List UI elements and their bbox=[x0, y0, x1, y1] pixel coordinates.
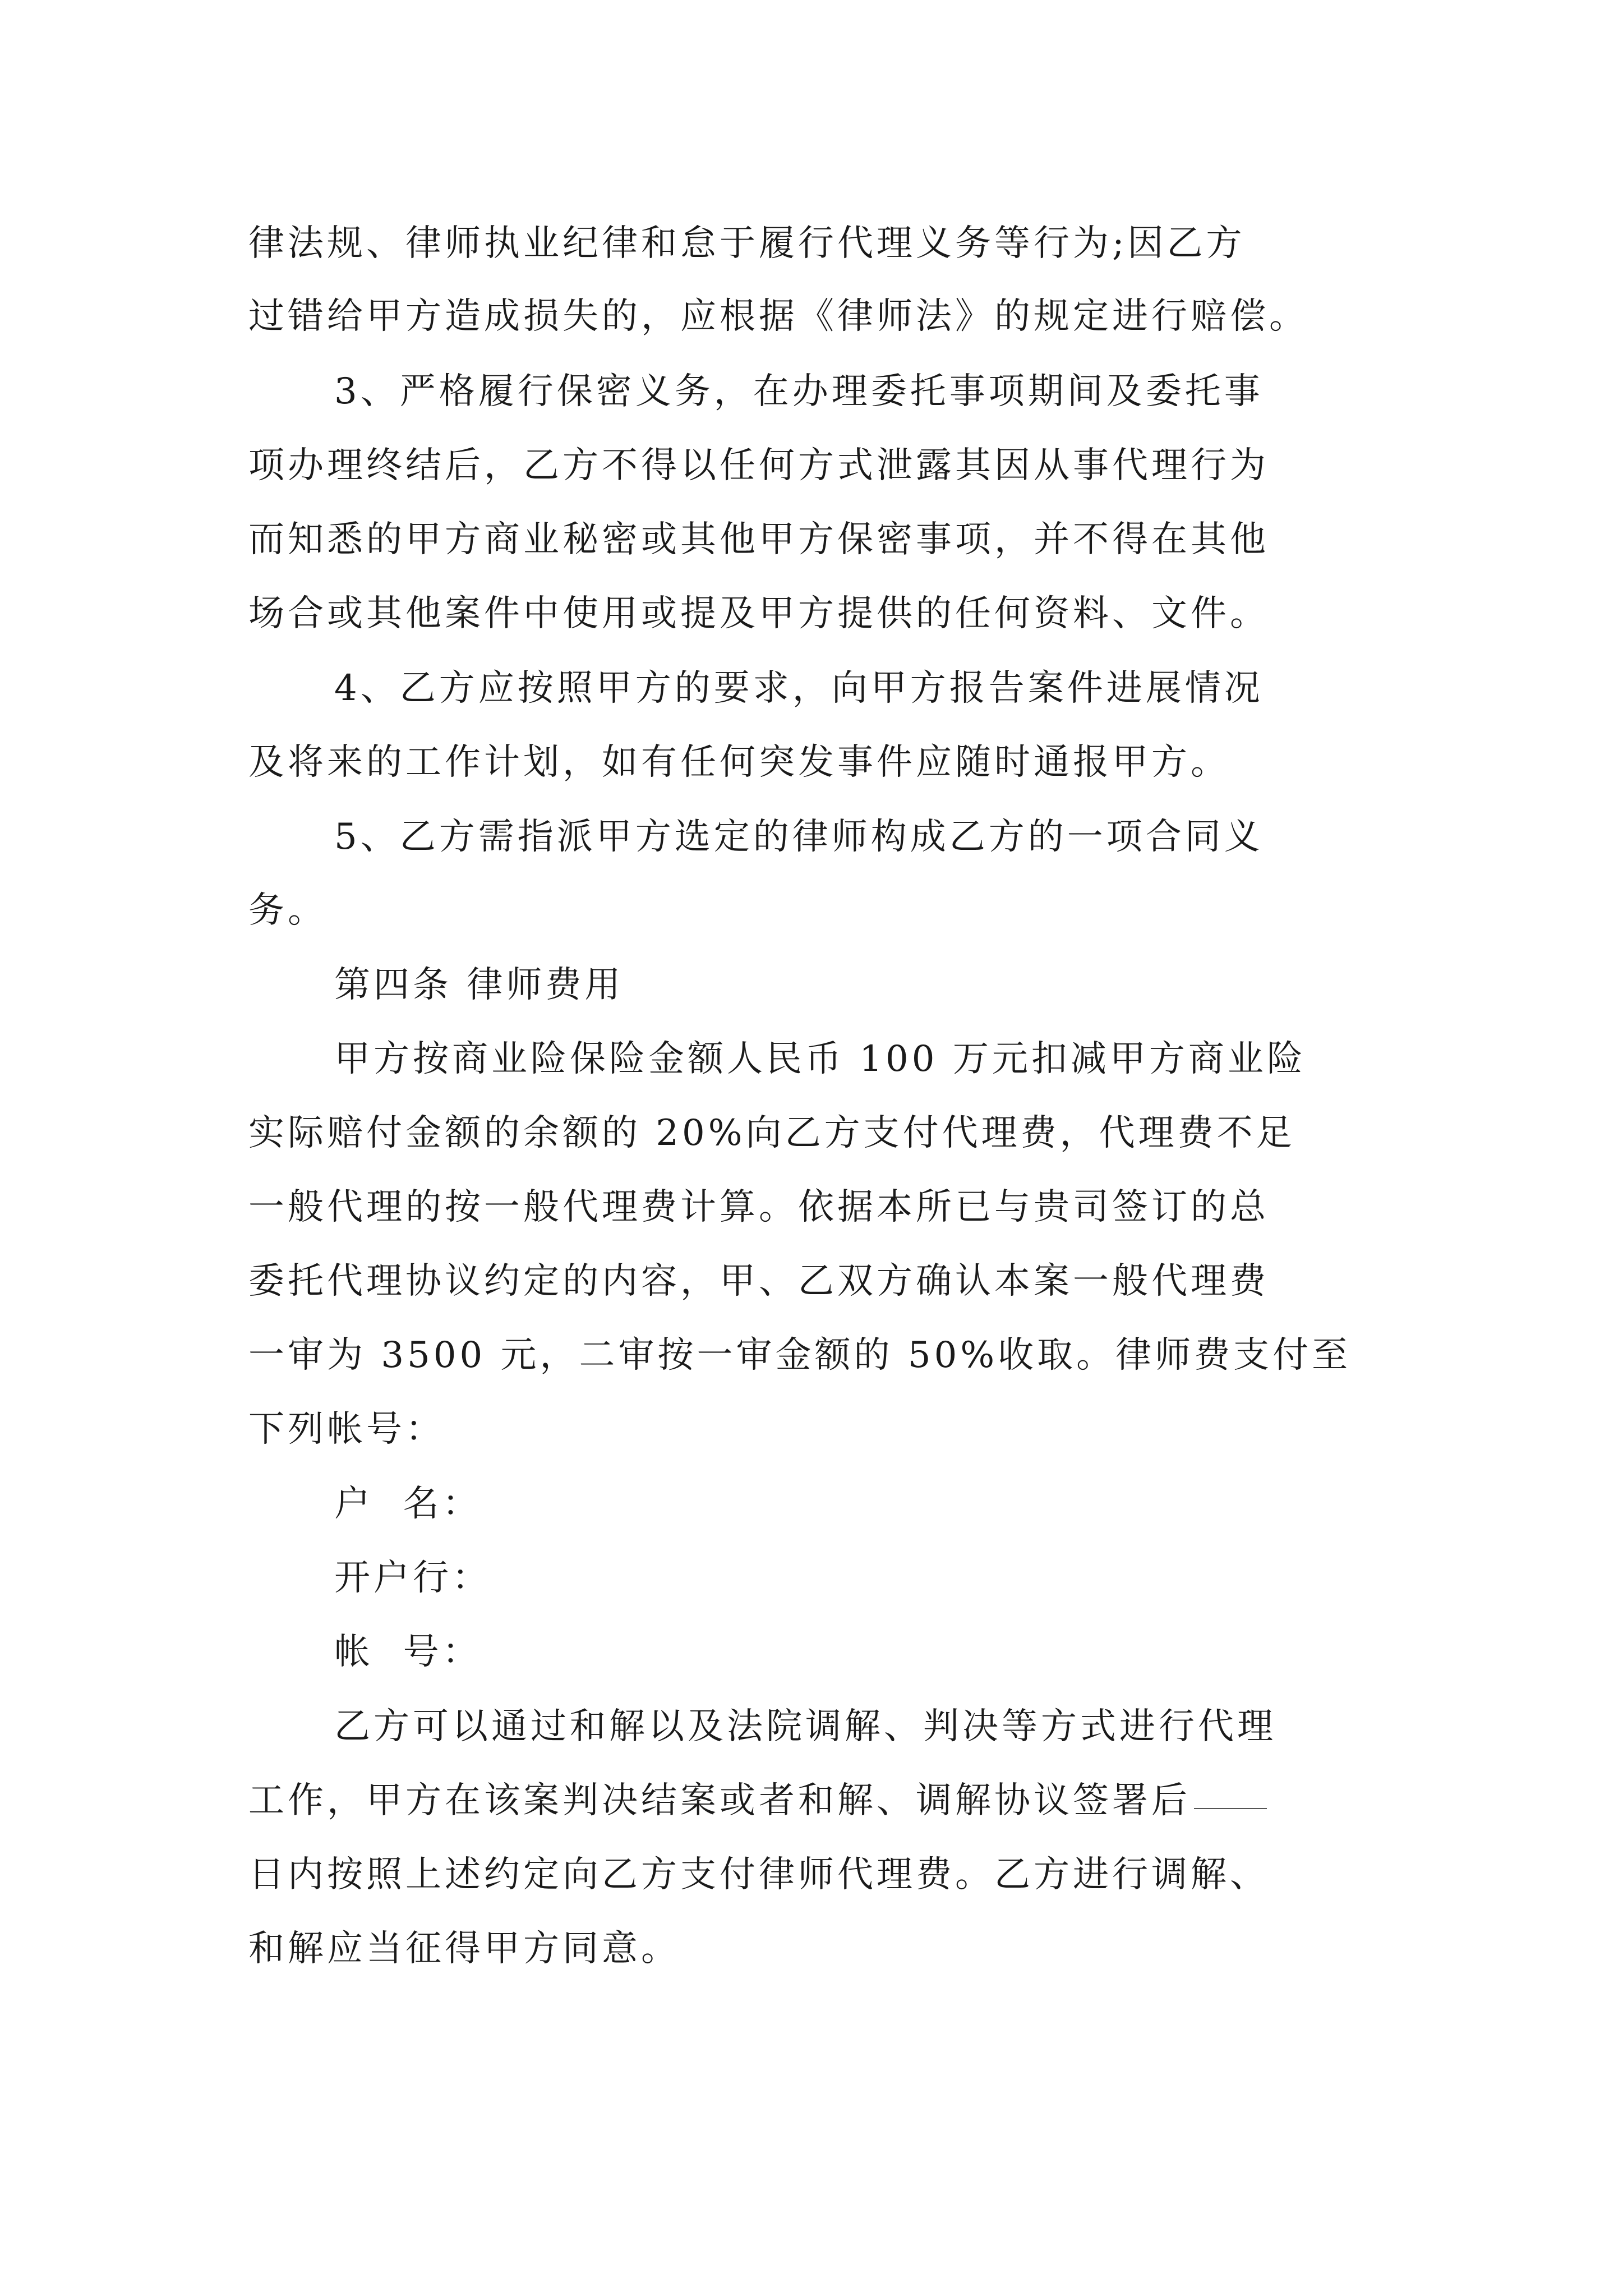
text-line: 而知悉的甲方商业秘密或其他甲方保密事项，并不得在其他 bbox=[248, 519, 1269, 560]
text-line: 过错给甲方造成损失的，应根据《律师法》的规定进行赔偿。 bbox=[248, 296, 1308, 337]
text-line: 日内按照上述约定向乙方支付律师代理费。乙方进行调解、 bbox=[248, 1854, 1269, 1895]
text-line: 5、乙方需指派甲方选定的律师构成乙方的一项合同义 bbox=[334, 816, 1264, 858]
text-line: 一审为 3500 元，二审按一审金额的 50%收取。律师费支付至 bbox=[248, 1335, 1352, 1376]
text-line: 实际赔付金额的余额的 20%向乙方支付代理费，代理费不足 bbox=[248, 1112, 1295, 1154]
account-number-label: 帐 号： bbox=[334, 1631, 482, 1673]
section-heading: 第四条 律师费用 bbox=[334, 964, 624, 1006]
text-line: 下列帐号： bbox=[248, 1409, 445, 1450]
account-name-label: 户 名： bbox=[334, 1483, 482, 1525]
text-segment: 工作，甲方在该案判决结案或者和解、调解协议签署后 bbox=[248, 1780, 1191, 1821]
text-line: 项办理终结后，乙方不得以任何方式泄露其因从事代理行为 bbox=[248, 445, 1269, 486]
bank-label: 开户行： bbox=[334, 1557, 491, 1599]
text-line: 委托代理协议约定的内容，甲、乙双方确认本案一般代理费 bbox=[248, 1260, 1269, 1302]
text-line: 甲方按商业险保险金额人民币 100 万元扣减甲方商业险 bbox=[334, 1038, 1306, 1080]
text-line: 务。 bbox=[248, 890, 327, 931]
text-line: 乙方可以通过和解以及法院调解、判决等方式进行代理 bbox=[334, 1706, 1276, 1747]
text-line: 及将来的工作计划，如有任何突发事件应随时通报甲方。 bbox=[248, 742, 1230, 783]
text-line: 一般代理的按一般代理费计算。依据本所已与贵司签订的总 bbox=[248, 1186, 1269, 1228]
text-line-with-blank bbox=[248, 1773, 1267, 1829]
text-line: 和解应当征得甲方同意。 bbox=[248, 1928, 680, 1970]
text-line: 场合或其他案件中使用或提及甲方提供的任何资料、文件。 bbox=[248, 593, 1269, 634]
text-line: 4、乙方应按照甲方的要求，向甲方报告案件进展情况 bbox=[334, 668, 1264, 709]
blank-underline bbox=[1194, 1808, 1267, 1809]
text-line: 3、严格履行保密义务，在办理委托事项期间及委托事 bbox=[334, 371, 1264, 412]
text-line: 律法规、律师执业纪律和怠于履行代理义务等行为;因乙方 bbox=[248, 223, 1246, 264]
